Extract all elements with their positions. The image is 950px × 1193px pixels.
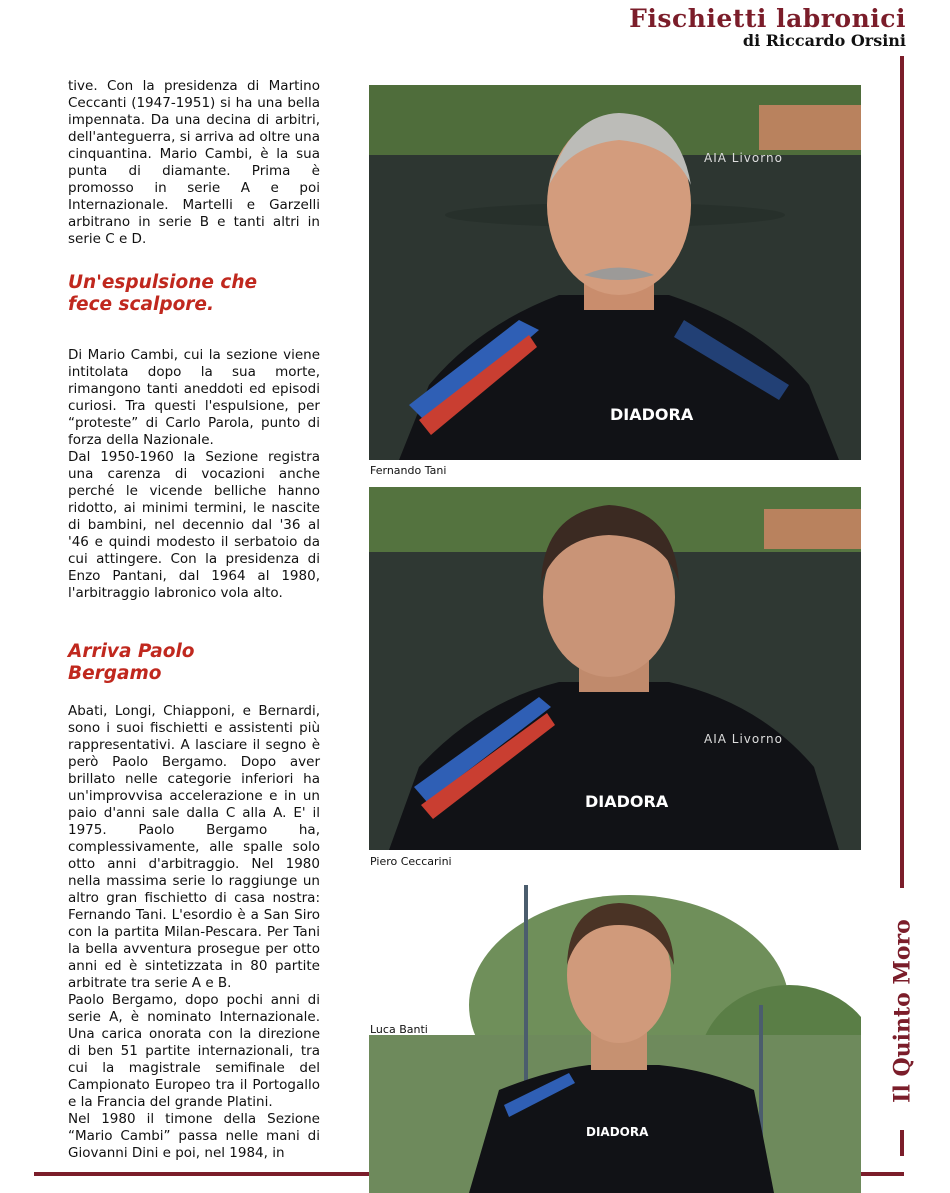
paragraph-1: tive. Con la presidenza di Martino Ceccanti (1947-1951) si ha una bella impennata. Da una decina di arbitri, dell'anteguerra, si arriva ad oltre una cinquantina. Mario Cambi, è la sua punta di diamante. Prima è promosso in serie A e poi Internazionale. Martelli e Garzelli arbitrano in serie B e tanti altri in serie C e D. — [68, 78, 320, 247]
column-title: Fischietti labronici — [629, 4, 906, 33]
section-heading-1: Un'espulsione che fece scalpore. — [68, 272, 258, 315]
photo-luca-banti — [369, 885, 861, 1193]
photo-piero-ceccarini — [369, 487, 861, 850]
photo-fernando-tani — [369, 85, 861, 460]
watermark-text: AIA Livorno — [704, 151, 783, 165]
section-heading-2: Arriva Paolo Bergamo — [68, 641, 195, 684]
shirt-brand: DIADORA — [586, 1125, 649, 1139]
paragraph-6: Nel 1980 il timone della Sezione “Mario Cambi” passa nelle mani di Giovanni Dini e poi, nel 1984, in — [68, 1111, 320, 1161]
paragraph-2: Di Mario Cambi, cui la sezione viene intitolata dopo la sua morte, rimangono tanti aneddoti ed episodi curiosi. Tra questi l'espulsione, per “proteste” di Carlo Parola, punto di forza della Nazionale. — [68, 347, 320, 448]
portrait-image — [369, 885, 861, 1193]
portrait-image — [369, 85, 861, 460]
paragraph-5: Paolo Bergamo, dopo pochi anni di serie A, è nominato Internazionale. Una carica onorata con la direzione di ben 51 partite internazionali, tra cui la magistrale semifinale del Campionato Europeo tra il Portogallo e la Francia del grande Platini. — [68, 992, 320, 1110]
photo-caption: Fernando Tani — [370, 464, 447, 477]
article-paragraph — [68, 703, 320, 1162]
photo-caption: Luca Banti — [370, 1023, 428, 1036]
magazine-name: Il Quinto Moro — [889, 919, 916, 1103]
article-paragraph — [68, 347, 320, 602]
author-byline: di Riccardo Orsini — [742, 31, 906, 50]
article-paragraph — [68, 78, 320, 248]
paragraph-3: Dal 1950-1960 la Sezione registra una carenza di vocazioni anche perché le vicende belliche hanno ridotto, ai minimi termini, le nascite di bambini, nel decennio dal '36 al '46 e quindi modesto il serbatoio da cui attingere. Con la presidenza di Enzo Pantani, dal 1964 al 1980, l'arbitraggio labronico vola alto. — [68, 449, 320, 601]
photo-caption: Piero Ceccarini — [370, 855, 452, 868]
paragraph-4: Abati, Longi, Chiapponi, e Bernardi, sono i suoi fischietti e assistenti più rappresentativi. A lasciare il segno è però Paolo Bergamo. Dopo aver brillato nelle categorie inferiori ha un'improvvisa accelerazione e in un paio d'anni sale dalla C alla A. E' il 1975. Paolo Bergamo ha, complessivamente, alle spalle solo otto anni d'arbitraggio. Nel 1980 nella massima serie lo raggiunge un altro gran fischietto di casa nostra: Fernando Tani. L'esordio è a San Siro con la partita Milan-Pescara. Per Tani la bella avventura prosegue per otto anni ed è sintetizzata in 80 partite arbitrate tra serie A e B. — [68, 703, 320, 991]
watermark-text: AIA Livorno — [704, 732, 783, 746]
shirt-brand: DIADORA — [610, 405, 694, 424]
vertical-rule-top — [900, 56, 904, 888]
shirt-brand: DIADORA — [585, 792, 669, 811]
vertical-rule-bottom — [900, 1130, 904, 1156]
